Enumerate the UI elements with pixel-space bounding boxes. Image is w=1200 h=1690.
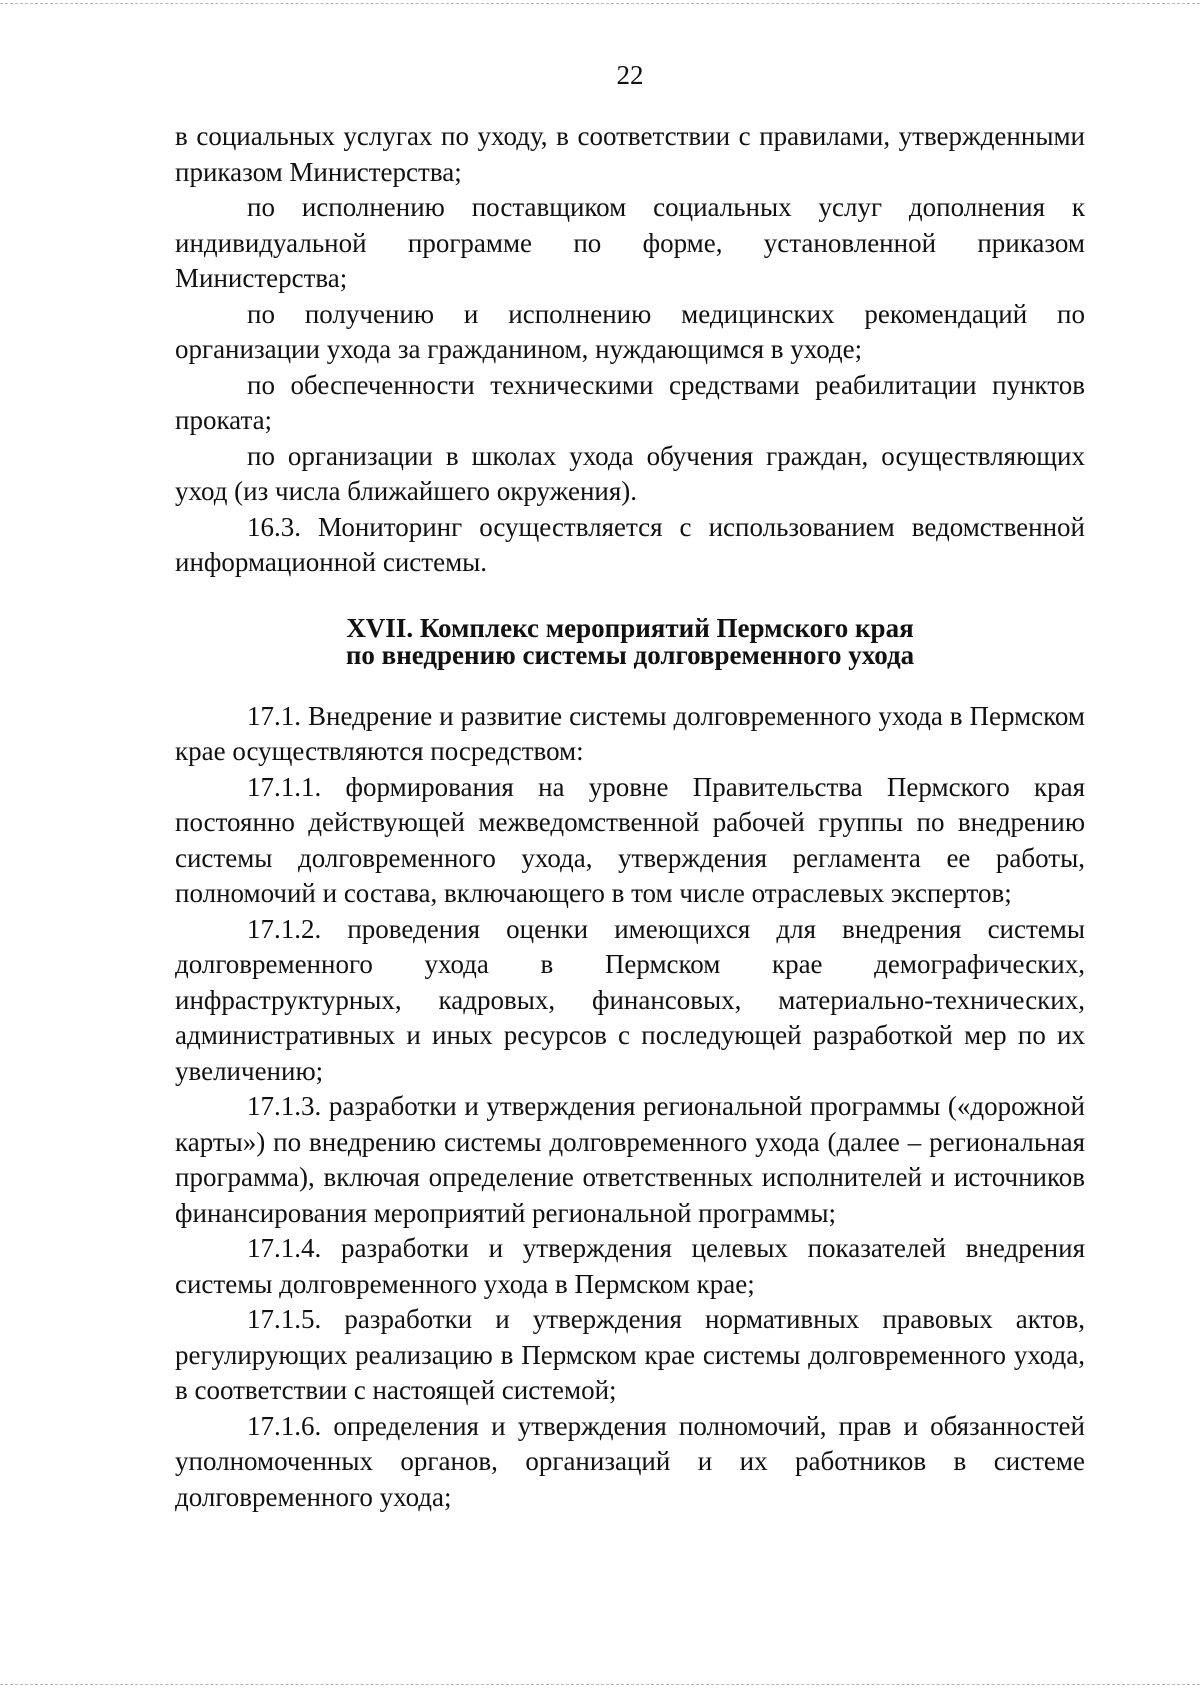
paragraph-17-1-4: 17.1.4. разработки и утверждения целевых показателей внедрения системы долговременного ухода в Пермском крае; <box>175 1233 1085 1299</box>
section-heading-line-2: по внедрению системы долговременного ухода <box>345 639 915 670</box>
paragraph: по получению и исполнению медицинских рекомендаций по организации ухода за гражданином, нуждающимся в уходе; <box>175 298 1085 364</box>
paragraph-16-3: 16.3. Мониторинг осуществляется с использованием ведомственной информационной системы. <box>175 511 1085 577</box>
paragraph: по исполнению поставщиком социальных услуг дополнения к индивидуальной программе по форме, установленной приказом Министерства; <box>175 192 1085 293</box>
paragraph-continuation: в социальных услугах по уходу, в соответствии с правилами, утвержденными приказом Министерства; <box>175 121 1085 187</box>
page-number: 22 <box>616 60 644 90</box>
section-heading-line-1: XVII. Комплекс мероприятий Пермского края <box>346 612 914 643</box>
document-body <box>175 119 1085 1515</box>
paragraph-17-1: 17.1. Внедрение и развитие системы долговременного ухода в Пермском крае осуществляются посредством: <box>175 700 1085 766</box>
paragraph-17-1-1: 17.1.1. формирования на уровне Правительства Пермского края постоянно действующей межведомственной рабочей группы по внедрению системы долговременного ухода, утверждения регламента ее работы, полномочий и состава, включающего в том числе отраслевых экспертов; <box>175 771 1085 908</box>
paragraph-17-1-5: 17.1.5. разработки и утверждения нормативных правовых актов, регулирующих реализацию в Пермском крае системы долговременного ухода, в соответствии с настоящей системой; <box>175 1304 1085 1405</box>
section-heading <box>175 612 1085 670</box>
paragraph: по организации в школах ухода обучения граждан, осуществляющих уход (из числа ближайшего окружения). <box>175 440 1085 506</box>
paragraph-17-1-2: 17.1.2. проведения оценки имеющихся для внедрения системы долговременного ухода в Пермском крае демографических, инфраструктурных, кадровых, финансовых, материально-технических, административных и иных ресурсов с последующей разработкой мер по их увеличению; <box>175 913 1085 1086</box>
scan-edge-top <box>0 3 1200 4</box>
paragraph-17-1-3: 17.1.3. разработки и утверждения региональной программы («дорожной карты») по внедрению системы долговременного ухода (далее – региональная программа), включая определение ответственных исполнителей и источников финансирования мероприятий региональной программы; <box>175 1091 1085 1228</box>
paragraph-17-1-6: 17.1.6. определения и утверждения полномочий, прав и обязанностей уполномоченных органов, организаций и их работников в системе долговременного ухода; <box>175 1410 1085 1512</box>
scan-edge-bottom <box>0 1684 1200 1685</box>
paragraph: по обеспеченности техническими средствами реабилитации пунктов проката; <box>175 369 1085 435</box>
